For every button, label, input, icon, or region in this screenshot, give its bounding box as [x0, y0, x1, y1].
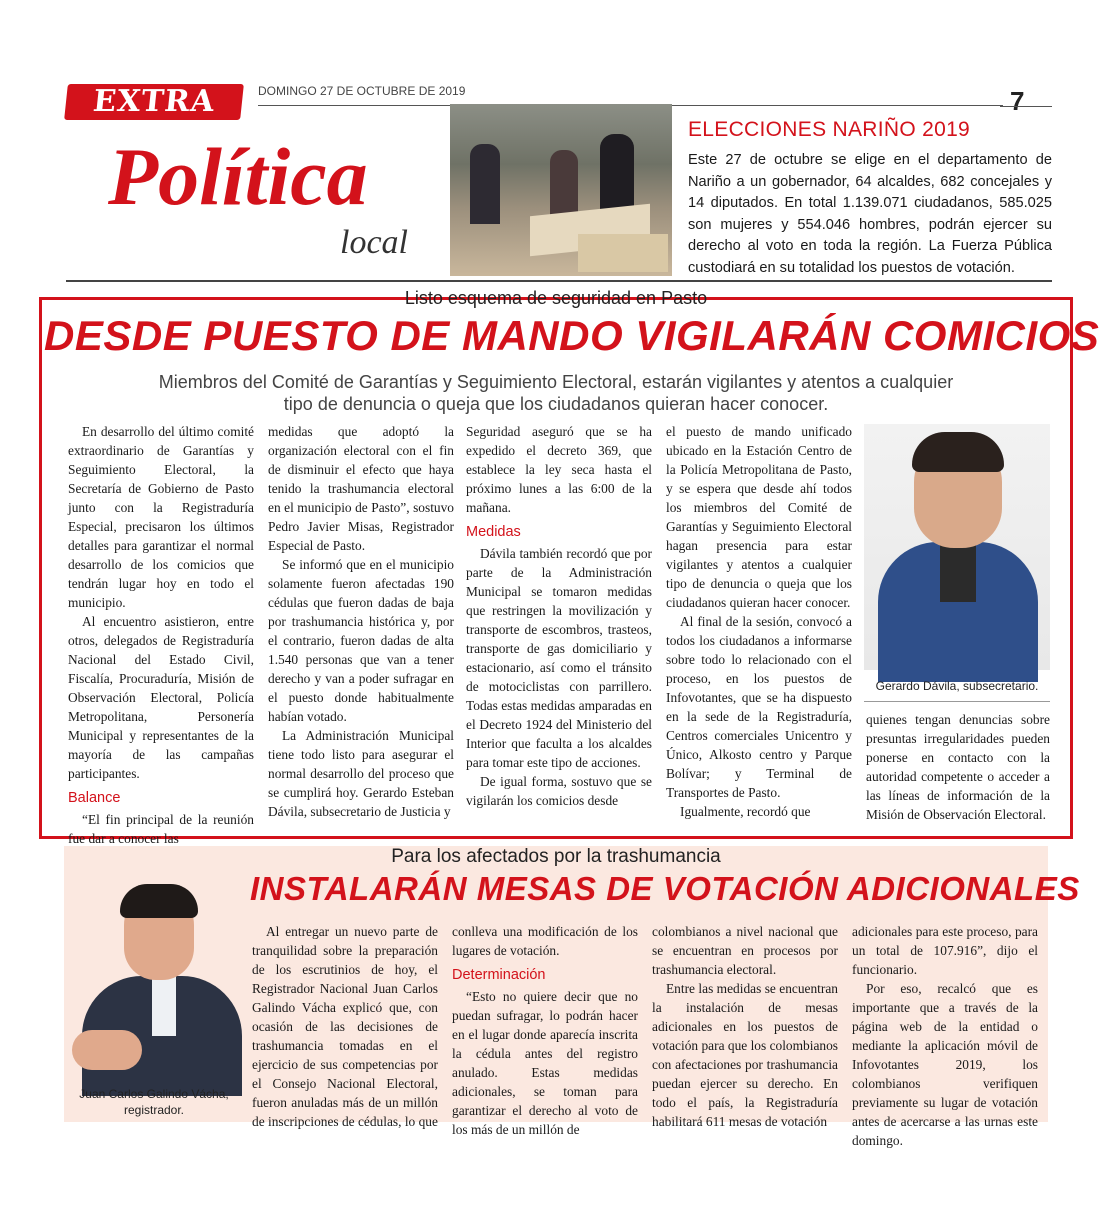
paragraph: el puesto de mando unificado ubicado en la Estación Centro de la Policía Metropolitana de Pasto, y se espera que desde ahí todos los miembros del Comité de Garantías y Seguimiento Electoral hagan presencia para estar vigilantes y atentos a cualquier tipo de denuncia o queja que los ciudadanos quieran hacer conocer.: [666, 424, 852, 610]
paragraph: medidas que adoptó la organización electoral con el fin de disminuir el efecto que haya tenido la trashumancia electoral en el municipio de Pasto”, sostuvo Pedro Javier Misas, Registrador Especial de Pasto.: [268, 424, 454, 553]
main-story-column-1: [68, 422, 254, 846]
main-story-headline: DESDE PUESTO DE MANDO VIGILARÁN COMICIOS: [44, 312, 1100, 359]
main-story-column-4: [666, 422, 852, 830]
paragraph: Al encuentro asistieron, entre otros, delegados de Registraduría Nacional del Estado Civil, Fiscalía, Procuraduría, Misión de Observación Electoral, Policía Metropolitana, Personería Municipal y representantes de la mayoría de las campañas participantes.: [68, 614, 254, 781]
subhead-medidas: Medidas: [466, 524, 521, 540]
paragraph: Al final de la sesión, convocó a todos los ciudadanos a informarse sobre todo lo relacionado con el proceso, en los puestos de Infovotantes, que se ha dispuesto en la sede de la Registraduría, Centros comerciales Unicentro y Único, Alkosto centro y Parque Bolívar; y Terminal de Transportes de Pasto.: [666, 614, 852, 800]
newspaper-logo: EXTRA: [64, 84, 244, 120]
paragraph: Entre las medidas se encuentran la instalación de mesas adicionales en los puestos de votación para que los colombianos con afectaciones por trashumancia puedan ejercer su derecho. En todo el país, la Registraduría habilitará 611 mesas de votación: [652, 981, 838, 1129]
photo-caption: Gerardo Dávila, subsecretario.: [864, 670, 1050, 702]
paragraph: conlleva una modificación de los lugares de votación.: [452, 924, 638, 958]
photo-person: [600, 134, 634, 214]
photo-person: [470, 144, 500, 224]
second-story-headline: INSTALARÁN MESAS DE VOTACIÓN ADICIONALES: [250, 870, 1080, 907]
main-story-deck: Miembros del Comité de Garantías y Seguimiento Electoral, estarán vigilantes y atentos a cualquier tipo de denuncia o queja que los ciudadanos quieran hacer conocer.: [158, 372, 954, 414]
second-story-column-2: [452, 922, 638, 1137]
photo-person: [550, 150, 578, 220]
paragraph: Dávila también recordó que por parte de la Administración Municipal se tomaron medidas que restringen la movilización y transporte de escombros, trasteos, transporte de gas domiciliario y estacionario, así como el tránsito de motociclistas con parrillero. Todas estas medidas amparadas en el Decreto 1924 del Ministerio del Interior que faculta a los alcaldes para tomar este tipo de acciones.: [466, 546, 652, 770]
issue-date: DOMINGO 27 DE OCTUBRE DE 2019: [258, 84, 1003, 106]
page-number: 7: [1010, 86, 1025, 116]
paragraph: Por eso, recalcó que es importante que a través de la página web de la entidad o mediante la aplicación móvil de Infovotantes 2019, los colombianos verifiquen previamente su lugar de votación antes de acercarse a las urnas este domingo.: [852, 981, 1038, 1148]
paragraph: quienes tengan denuncias sobre presuntas irregularidades pueden ponerse en contacto con la autoridad competente o acceder a las líneas de información de la Misión de Observación Electoral.: [866, 712, 1050, 822]
paragraph: Se informó que en el municipio solamente fueron afectadas 190 cédulas que fueron dadas de baja por trashumancia histórica y, por el contrario, fueron dadas de alta 1.540 personas que van a tener derecho y van a poder sufragar en el puesto donde habitualmente habían votado.: [268, 557, 454, 724]
paragraph: Seguridad aseguró que se ha expedido el decreto 369, que establece la ley seca hasta el próximo lunes a las 6:00 de la mañana.: [466, 424, 652, 515]
section-subtitle: local: [340, 224, 408, 261]
subhead-determinacion: Determinación: [452, 967, 546, 983]
paragraph: “Esto no quiere decir que no puedan sufragar, lo podrán hacer en el lugar donde aparecía inscrita la cédula antes del registro anulado. Estas medidas adicionales, se toman para garantizar el derecho al voto de los más de un millón de: [452, 989, 638, 1137]
section-title: Política: [108, 131, 368, 222]
second-story-column-1: [252, 922, 438, 1129]
photo-caption: Juan Carlos Galindo Vácha, registrador.: [79, 1087, 229, 1117]
second-story-column-4: [852, 922, 1038, 1148]
paragraph: Igualmente, recordó que: [680, 804, 811, 819]
header-divider: [66, 280, 1052, 282]
photo-shirt: [940, 542, 976, 602]
paragraph: De igual forma, sostuvo que se vigilarán los comicios desde: [466, 774, 652, 808]
main-story-column-2: [268, 422, 454, 830]
paragraph: adicionales para este proceso, para un total de 107.916”, dijo el funcionario.: [852, 924, 1038, 977]
photo-hand: [72, 1030, 142, 1070]
paragraph: En desarrollo del último comité extraordinario de Garantías y Seguimiento Electoral, la Secretaría de Gobierno de Pasto junto con la Registraduría Especial, precisaron los últimos detalles para garantizar el normal desarrollo de los comicios que tendrán lugar hoy en todo el municipio.: [68, 424, 254, 610]
juan-carlos-galindo-photo: [64, 880, 244, 1086]
main-story-kicker: Listo esquema de seguridad en Pasto: [404, 288, 708, 308]
voting-center-photo: [450, 104, 672, 276]
second-story-kicker: Para los afectados por la trashumancia: [391, 846, 721, 867]
brief-text: Este 27 de octubre se elige en el departamento de Nariño a un gobernador, 64 alcaldes, 682 concejales y 14 diputados. En total 1.139.071 ciudadanos, 585.025 son mujeres y 554.046 hombres, podrán ejercer su derecho al voto en toda la región. La Fuerza Pública custodiará en su totalidad los puestos de votación.: [688, 152, 1052, 276]
second-story-column-3: [652, 922, 838, 1129]
main-story-column-5: [866, 710, 1050, 834]
paragraph: colombianos a nivel nacional que se encuentran en procesos por trashumancia electoral.: [652, 924, 838, 977]
main-story-column-3: [466, 422, 652, 830]
gerardo-davila-photo: [864, 424, 1050, 670]
brief-title: ELECCIONES NARIÑO 2019: [688, 118, 971, 141]
photo-hair: [912, 432, 1004, 472]
photo-shirt: [152, 976, 176, 1036]
paragraph: “El fin principal de la reunión fue dar a conocer las: [68, 812, 254, 846]
subhead-balance: Balance: [68, 790, 121, 806]
paragraph: La Administración Municipal tiene todo listo para asegurar el normal desarrollo del proceso que se cumplirá hoy. Gerardo Esteban Dávila, subsecretario de Justicia y: [268, 728, 454, 819]
paragraph: Al entregar un nuevo parte de tranquilidad sobre la preparación de los escrutinios de hoy, el Registrador Nacional Juan Carlos Galindo Vácha explicó que, con ocasión de las decisiones de trashumancia tomadas en el ejercicio de sus competencias por el Consejo Nacional Electoral, fueron anuladas más de un millón de inscripciones de cédulas, lo que: [252, 924, 438, 1129]
photo-hair: [120, 884, 198, 918]
photo-ballot-box: [578, 234, 668, 272]
